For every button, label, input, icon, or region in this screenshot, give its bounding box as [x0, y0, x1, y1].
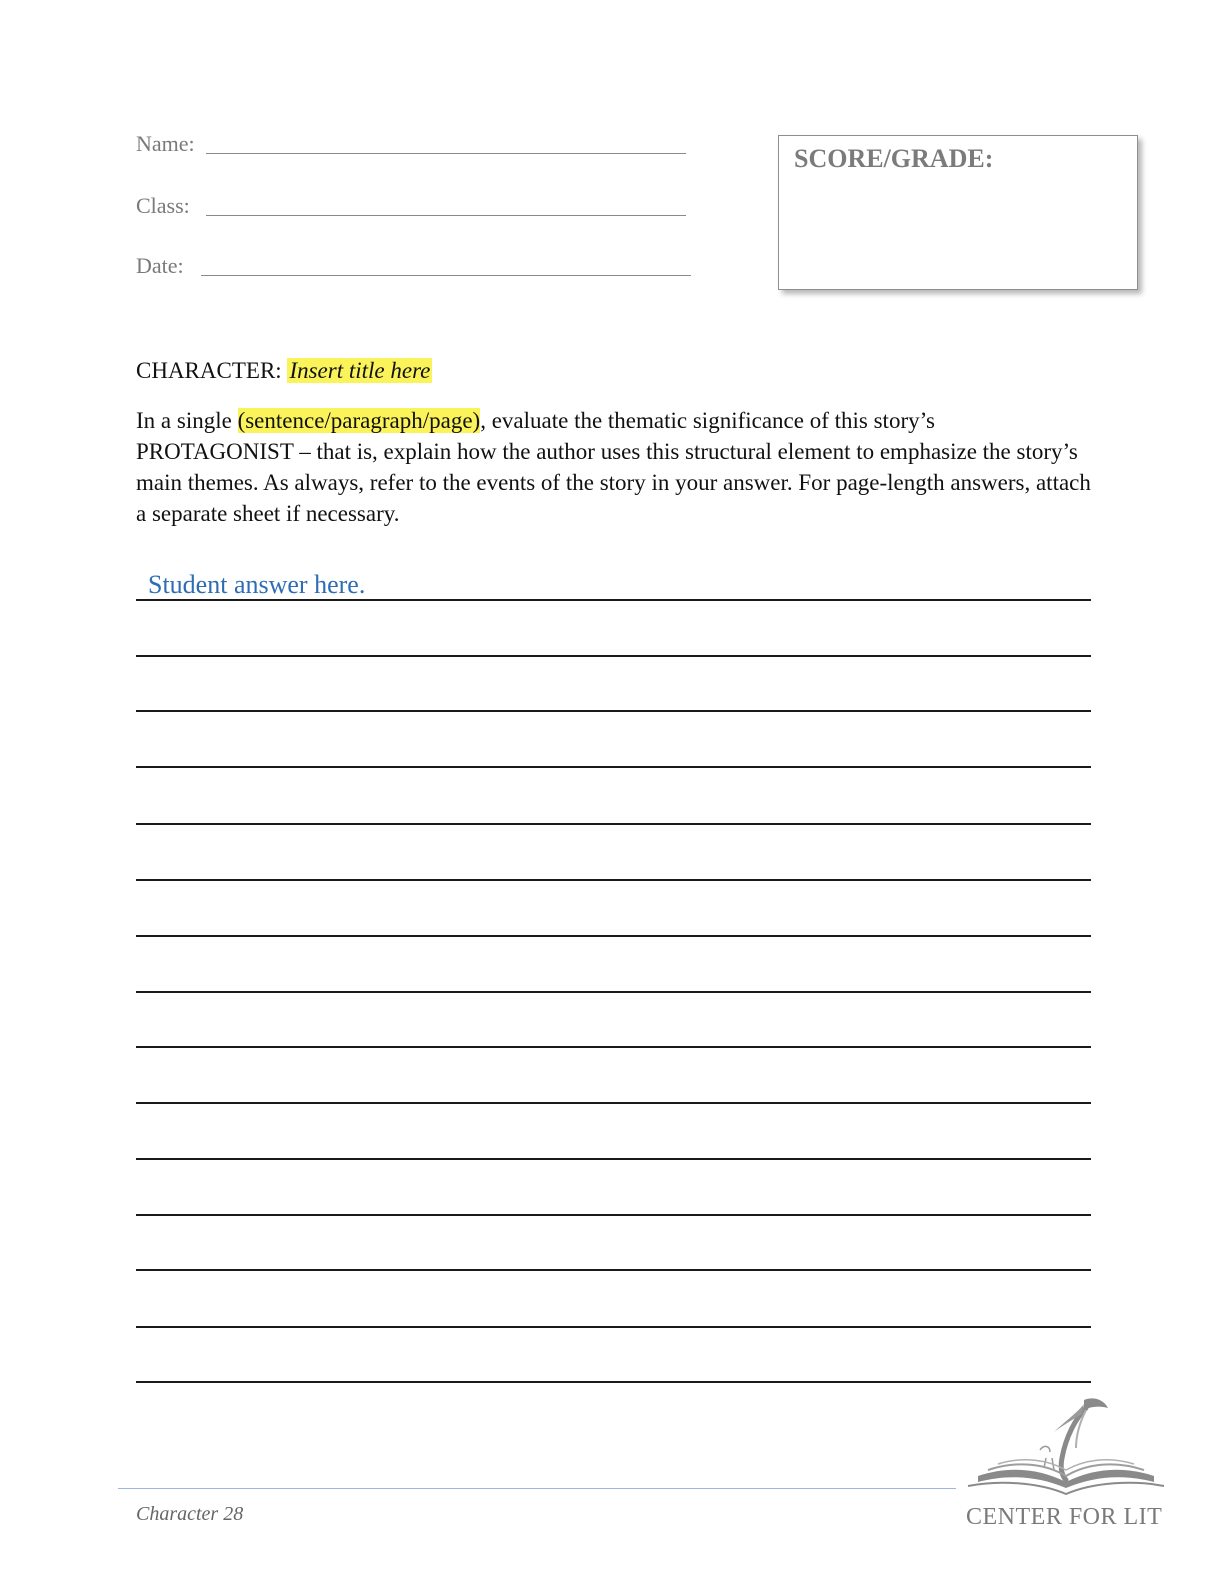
- date-underline[interactable]: [201, 275, 691, 276]
- footer-page-label: Character 28: [136, 1503, 244, 1525]
- answer-line[interactable]: [136, 879, 1091, 881]
- score-grade-label: SCORE/GRADE:: [794, 144, 994, 173]
- footer-rule: [118, 1488, 956, 1489]
- answer-line[interactable]: [136, 1046, 1091, 1048]
- answer-line[interactable]: [136, 1158, 1091, 1160]
- answer-line[interactable]: [136, 1214, 1091, 1216]
- instructions-part2: , evaluate the thematic significance of this story’s PROTAGONIST – that is, explain how the author uses this structural element to emphasize the story’s main themes. As always, refer to the events of the story in your answer. For page-length answers, attach a separate sheet if necessary.: [136, 408, 1091, 526]
- character-title-placeholder[interactable]: Insert title here: [289, 358, 431, 383]
- answer-line[interactable]: [136, 1102, 1091, 1104]
- answer-line[interactable]: [136, 935, 1091, 937]
- student-answer-placeholder[interactable]: Student answer here.: [148, 570, 366, 599]
- answer-line[interactable]: [136, 599, 1091, 601]
- class-field[interactable]: [136, 193, 190, 219]
- answer-line[interactable]: [136, 766, 1091, 768]
- answer-line[interactable]: [136, 655, 1091, 657]
- name-field[interactable]: [136, 131, 195, 157]
- character-label: CHARACTER:: [136, 358, 282, 383]
- date-label: Date:: [136, 253, 184, 278]
- answer-line[interactable]: [136, 1381, 1091, 1383]
- pelican-book-icon: [958, 1388, 1178, 1503]
- name-underline[interactable]: [206, 153, 686, 154]
- score-grade-box: [778, 135, 1138, 290]
- answer-line[interactable]: [136, 1326, 1091, 1328]
- date-field[interactable]: [136, 253, 184, 279]
- instructions-part1: In a single: [136, 408, 238, 433]
- logo-text: CENTER FOR LIT: [966, 1504, 1163, 1530]
- class-underline[interactable]: [206, 215, 686, 216]
- answer-line[interactable]: [136, 710, 1091, 712]
- length-option-highlight: (sentence/paragraph/page): [237, 408, 481, 433]
- center-for-lit-logo: [958, 1388, 1178, 1538]
- answer-line[interactable]: [136, 991, 1091, 993]
- answer-line[interactable]: [136, 823, 1091, 825]
- character-heading: [136, 358, 432, 384]
- instructions-paragraph: [136, 405, 1096, 529]
- name-label: Name:: [136, 131, 195, 156]
- answer-line[interactable]: [136, 1269, 1091, 1271]
- class-label: Class:: [136, 193, 190, 218]
